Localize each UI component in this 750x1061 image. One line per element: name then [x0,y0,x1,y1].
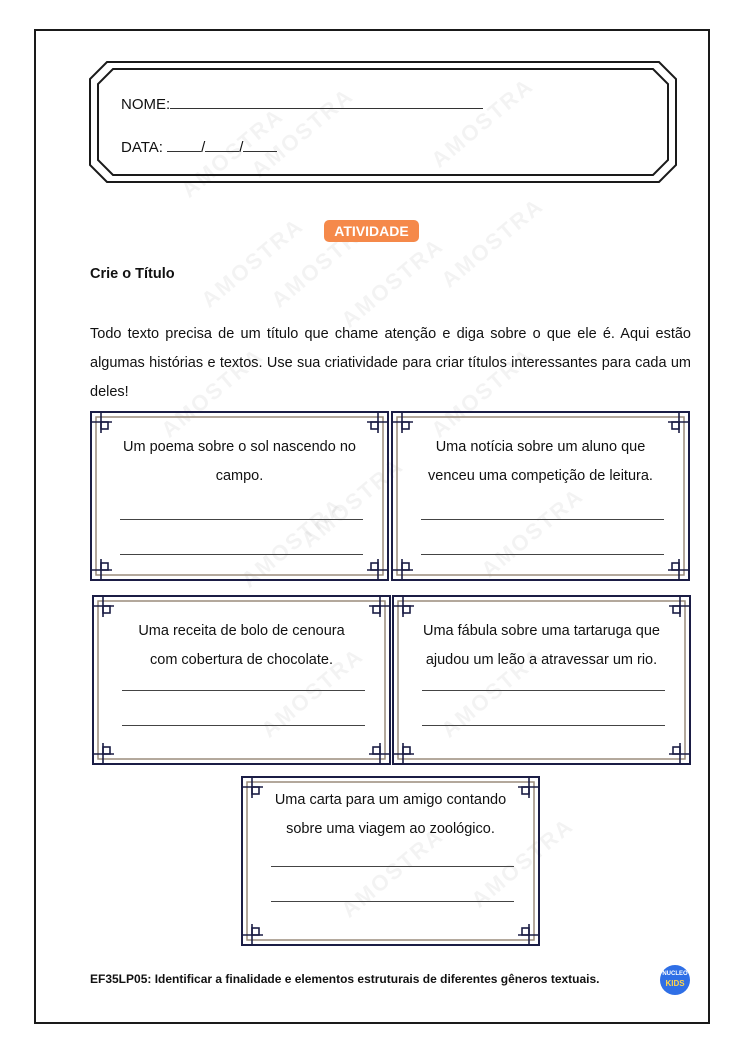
answer-line[interactable] [271,901,514,902]
name-label: NOME: [121,96,171,113]
card-prompt [110,617,373,675]
card-prompt [409,433,672,491]
corner-ornament-square [373,747,380,754]
card-prompt-line: campo. [215,468,264,484]
date-month-blank[interactable] [205,137,239,152]
octagon-frame [89,61,677,183]
card-prompt-line: venceu uma competição de leitura. [428,468,653,484]
corner-ornament-square [403,747,410,754]
corner-ornament-square [373,606,380,613]
activity-title: Crie o Título [90,266,175,282]
logo-text: NUCLEO [662,971,688,977]
answer-line[interactable] [120,519,363,520]
corner-ornament-square [673,606,680,613]
date-label: DATA: [121,139,163,156]
date-day-blank[interactable] [167,137,201,152]
corner-ornament-square [522,928,529,935]
card-prompt [410,617,673,675]
card-prompt [259,786,522,844]
answer-line[interactable] [120,554,363,555]
activity-instructions: Todo texto precisa de um título que chame atenção e diga sobre o que ele é. Aqui estão algumas histórias e textos. Use sua criatividade para criar títulos interessantes para cada um deles! [90,326,691,400]
answer-line[interactable] [271,866,514,867]
corner-ornament-square [402,422,409,429]
name-blank[interactable] [170,94,483,109]
corner-ornament-square [672,422,679,429]
corner-ornament-square [103,606,110,613]
corner-ornament-square [252,928,259,935]
brand-logo [660,965,690,995]
corner-ornament-square [672,563,679,570]
card-prompt-line: Uma receita de bolo de cenoura [138,623,345,639]
card-prompt-line: Uma fábula sobre uma tartaruga que [423,623,660,639]
activity-badge: ATIVIDADE [324,220,419,242]
card-prompt-line: Um poema sobre o sol nascendo no [123,439,356,455]
bncc-skill: EF35LP05: Identificar a finalidade e elementos estruturais de diferentes gêneros textuais. [90,972,600,986]
answer-line[interactable] [122,725,365,726]
card-prompt [108,433,371,491]
corner-ornament-square [371,422,378,429]
prompt-card [391,411,690,581]
card-prompt-line: Uma carta para um amigo contando [274,792,507,808]
corner-ornament-square [402,563,409,570]
card-prompt-line: com cobertura de chocolate. [150,652,333,668]
name-field[interactable] [121,94,483,113]
corner-ornament-square [673,747,680,754]
logo-text: KIDS [665,979,685,988]
corner-ornament-square [101,563,108,570]
prompt-card [392,595,691,765]
answer-line[interactable] [422,725,665,726]
answer-line[interactable] [421,554,664,555]
student-info-box [89,61,677,183]
corner-ornament-square [522,787,529,794]
card-prompt-line: sobre uma viagem ao zoológico. [286,821,495,837]
prompt-card [241,776,540,946]
answer-line[interactable] [122,690,365,691]
corner-ornament-square [403,606,410,613]
answer-line[interactable] [422,690,665,691]
prompt-card [90,411,389,581]
corner-ornament-square [371,563,378,570]
card-prompt-line: ajudou um leão a atravessar um rio. [425,652,658,668]
date-field[interactable] [121,137,277,156]
answer-line[interactable] [421,519,664,520]
corner-ornament-square [101,422,108,429]
date-separator: / [201,139,206,156]
date-year-blank[interactable] [243,137,277,152]
date-separator: / [239,139,244,156]
prompt-card [92,595,391,765]
corner-ornament-square [252,787,259,794]
card-prompt-line: Uma notícia sobre um aluno que [435,439,646,455]
corner-ornament-square [103,747,110,754]
